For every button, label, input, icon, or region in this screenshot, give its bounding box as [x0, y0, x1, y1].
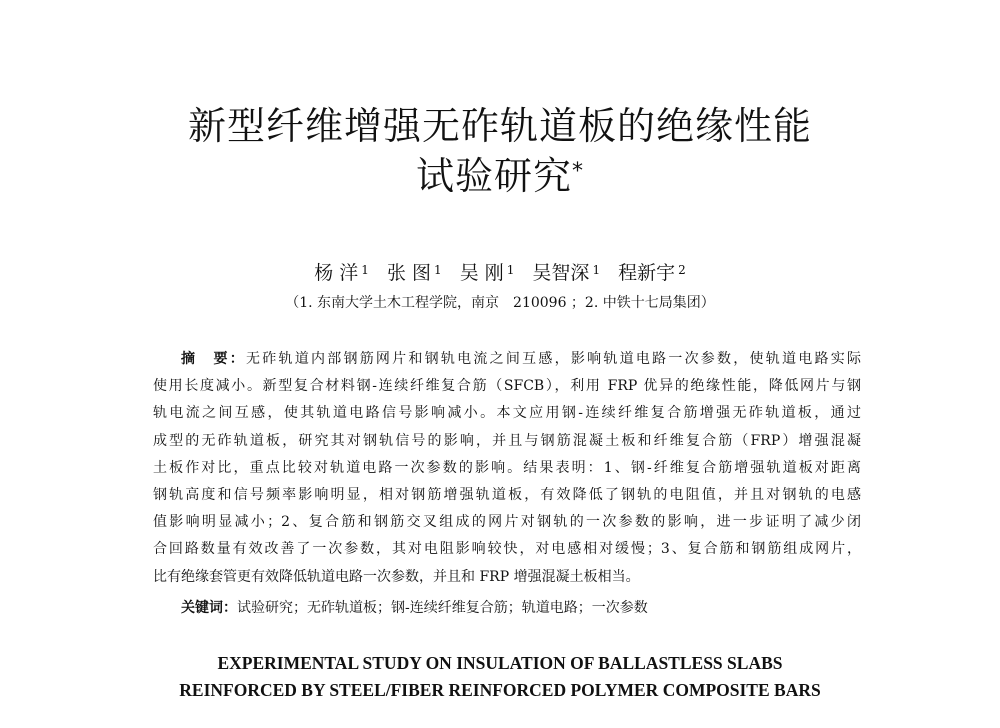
author [618, 260, 686, 286]
author-affiliation-mark: 1 [434, 263, 442, 277]
abstract-line: 轨电流之间互感，使其轨道电路信号影响减小。本文应用钢-连续纤维复合筋增强无砟轨道板，通过 [153, 405, 861, 422]
affiliation: （1. 东南大学土木工程学院，南京 210096 ；2. 中铁十七局集团） [285, 295, 715, 311]
author-name: 程新宇 [618, 262, 676, 284]
author-list [0, 260, 1000, 286]
author [387, 260, 442, 286]
abstract-line [153, 346, 861, 373]
abstract [153, 346, 861, 591]
keyword: 钢-连续纤维复合筋 [391, 600, 508, 616]
author [532, 260, 600, 286]
keyword: 试验研究 [237, 600, 293, 616]
abstract-line: 合回路数量有效改善了一次参数，其对电阻影响较快，对电感相对缓慢；3、复合筋和钢筋组成网片， [153, 541, 861, 558]
author-affiliation-mark: 1 [506, 263, 515, 277]
keyword-separator: ； [293, 600, 307, 616]
abstract-line: 钢轨高度和信号频率影响明显，相对钢筋增强轨道板，有效降低了钢轨的电阻值，并且对钢轨的电感 [153, 486, 861, 503]
author-name: 张 图 [386, 262, 431, 284]
keyword: 轨道电路 [521, 600, 578, 616]
page-title-line-1 [0, 103, 1000, 149]
title-footnote-mark: * [572, 159, 584, 184]
english-title-line-2: REINFORCED BY STEEL/FIBER REINFORCED POLYMER COMPOSITE BARS [179, 680, 821, 700]
abstract-line-text: 无砟轨道内部钢筋网片和钢轨电流之间互感，影响轨道电路一次参数，使轨道电路实际 [245, 351, 862, 367]
abstract-label: 摘 要： [181, 351, 246, 367]
abstract-line: 土板作对比，重点比较对轨道电路一次参数的影响。结果表明：1、钢-纤维复合筋增强轨道板对距离 [153, 459, 861, 476]
keywords-label: 关键词： [181, 600, 237, 616]
title-line-1-text: 新型纤维增强无砟轨道板的绝缘性能 [187, 104, 812, 148]
abstract-line: 值影响明显减小；2、复合筋和钢筋交叉组成的网片对钢轨的一次参数的影响，进一步证明了减少闭 [153, 514, 861, 531]
author [314, 260, 369, 286]
title-line-2-text: 试验研究 [415, 154, 572, 198]
keyword-separator: ； [577, 600, 592, 616]
author [460, 260, 515, 286]
keyword-separator: ； [377, 600, 391, 616]
author-affiliation-mark: 1 [361, 263, 369, 277]
author-affiliation-mark: 1 [592, 263, 601, 277]
keywords [181, 596, 648, 620]
author-affiliation-mark: 2 [678, 263, 686, 277]
page-title-line-2 [0, 153, 1000, 199]
abstract-line: 使用长度减小。新型复合材料钢-连续纤维复合筋（SFCB），利用 FRP 优异的绝缘性能，降低网片与钢 [153, 378, 861, 395]
keyword-separator: ； [507, 600, 522, 616]
abstract-line: 成型的无砟轨道板，研究其对钢轨信号的影响，并且与钢筋混凝土板和纤维复合筋（FRP）增强混凝 [153, 432, 861, 449]
author-name: 杨 洋 [314, 262, 359, 284]
author-name: 吴智深 [532, 262, 590, 284]
abstract-line: 比有绝缘套管更有效降低轨道电路一次参数，并且和 FRP 增强混凝土板相当。 [153, 568, 640, 585]
author-name: 吴 刚 [459, 262, 504, 284]
keyword: 一次参数 [591, 600, 648, 616]
keyword: 无砟轨道板 [307, 600, 377, 616]
english-title-line-1: EXPERIMENTAL STUDY ON INSULATION OF BALLASTLESS SLABS [217, 653, 783, 673]
